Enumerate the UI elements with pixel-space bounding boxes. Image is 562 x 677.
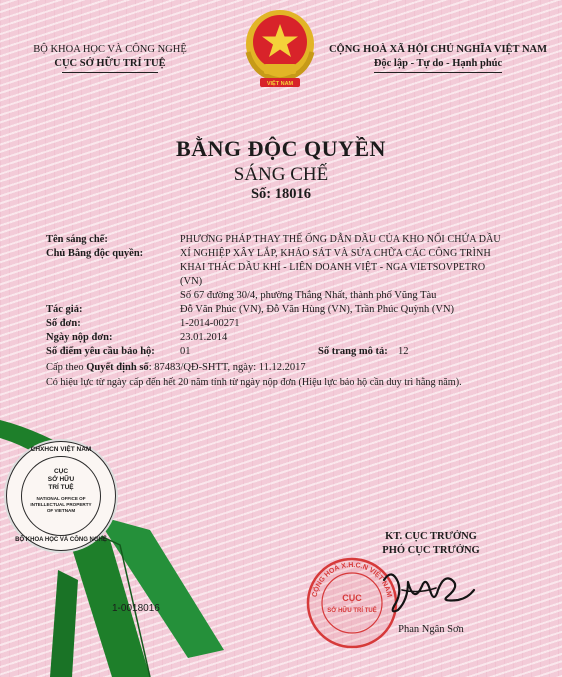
office-name: CỤC SỞ HỮU TRÍ TUỆ <box>54 58 166 69</box>
invention-name-value: PHƯƠNG PHÁP THAY THẾ ỐNG DẪN DẦU CỦA KHO NỔI CHỨA DẦU <box>180 234 501 245</box>
claims-value: 01 <box>180 346 191 357</box>
header-rule-left <box>62 72 158 73</box>
author-value: Đỗ Văn Phúc (VN), Đỗ Văn Hùng (VN), Trần Phúc Quỳnh (VN) <box>180 304 455 315</box>
seal-inner-en-2: INTELLECTUAL PROPERTY <box>30 502 92 507</box>
description-pages-value: 12 <box>398 346 409 357</box>
signer-name: Phan Ngân Sơn <box>398 624 464 635</box>
owner-address: Số 67 đường 30/4, phường Thắng Nhất, thành phố Vũng Tàu <box>180 290 437 301</box>
filing-date-label: Ngày nộp đơn: <box>46 332 113 343</box>
decision-line <box>46 361 306 375</box>
stamp-center-2: SỞ HỮU TRÍ TUỆ <box>327 608 377 614</box>
certificate-number: Số: 18016 <box>250 186 312 202</box>
national-motto: Độc lập - Tự do - Hạnh phúc <box>373 58 503 69</box>
serial-number: 1-0018016 <box>112 603 160 614</box>
stamp-center-1: CỤC <box>342 593 362 603</box>
stamp-ring-text: CỘNG HOÀ X.H.C.N VIỆT NAM <box>311 561 393 598</box>
decision-value: : 87483/QĐ-SHTT, ngày: 11.12.2017 <box>148 362 306 373</box>
office-seal <box>6 441 116 551</box>
validity-statement: Có hiệu lực từ ngày cấp đến hết 20 năm tính từ ngày nộp đơn (Hiệu lực bảo hộ cần duy trì hằng năm). <box>46 377 462 388</box>
decision-prefix: Cấp theo <box>46 362 87 373</box>
seal-inner-line-1: CỤC <box>53 468 69 475</box>
owner-line-1: XÍ NGHIỆP XÂY LẮP, KHẢO SÁT VÀ SỬA CHỮA CÁC CÔNG TRÌNH <box>180 248 491 259</box>
country-name: CỘNG HOÀ XÃ HỘI CHỦ NGHĨA VIỆT NAM <box>328 44 548 55</box>
emblem-banner-text: VIỆT NAM <box>266 81 294 87</box>
certificate-subtitle: SÁNG CHẾ <box>233 164 329 185</box>
seal-outer-bottom-text: BỘ KHOA HỌC VÀ CÔNG NGHỆ <box>15 537 107 543</box>
description-pages-label: Số trang mô tả: <box>318 346 388 357</box>
seal-inner-line-2: SỞ HỮU <box>47 476 75 483</box>
claims-label: Số điểm yêu cầu bảo hộ: <box>46 346 155 357</box>
filing-date-value: 23.01.2014 <box>180 332 228 343</box>
signature-title-1: KT. CỤC TRƯỞNG <box>385 531 477 542</box>
national-header <box>316 43 560 73</box>
signature-title-2: PHÓ CỤC TRƯỞNG <box>382 545 480 556</box>
invention-name-label: Tên sáng chế: <box>46 234 108 245</box>
national-emblem-icon <box>232 4 328 92</box>
owner-line-3: (VN) <box>180 276 203 287</box>
seal-inner-text <box>23 468 99 514</box>
ministry-name: BỘ KHOA HỌC VÀ CÔNG NGHỆ <box>33 44 187 55</box>
seal-inner-line-3: TRÍ TUỆ <box>48 484 74 491</box>
handwritten-signature <box>378 560 478 622</box>
author-label: Tác giả: <box>46 304 83 315</box>
seal-outer-top-text: CHXHCN VIỆT NAM <box>30 446 92 453</box>
owner-line-2: KHAI THÁC DẦU KHÍ - LIÊN DOANH VIỆT - NGA VIETSOVPETRO <box>180 262 486 273</box>
owner-label: Chủ Bằng độc quyền: <box>46 248 144 259</box>
issuer-header <box>10 43 210 73</box>
seal-inner-en-3: OF VIETNAM <box>46 508 76 513</box>
certificate-title: BẰNG ĐỘC QUYỀN <box>176 136 386 161</box>
application-number-label: Số đơn: <box>46 318 81 329</box>
application-number-value: 1-2014-00271 <box>180 318 240 329</box>
decision-label: Quyết định số <box>86 362 149 373</box>
seal-inner-en-1: NATIONAL OFFICE OF <box>36 496 86 501</box>
header-rule-right <box>374 72 502 73</box>
